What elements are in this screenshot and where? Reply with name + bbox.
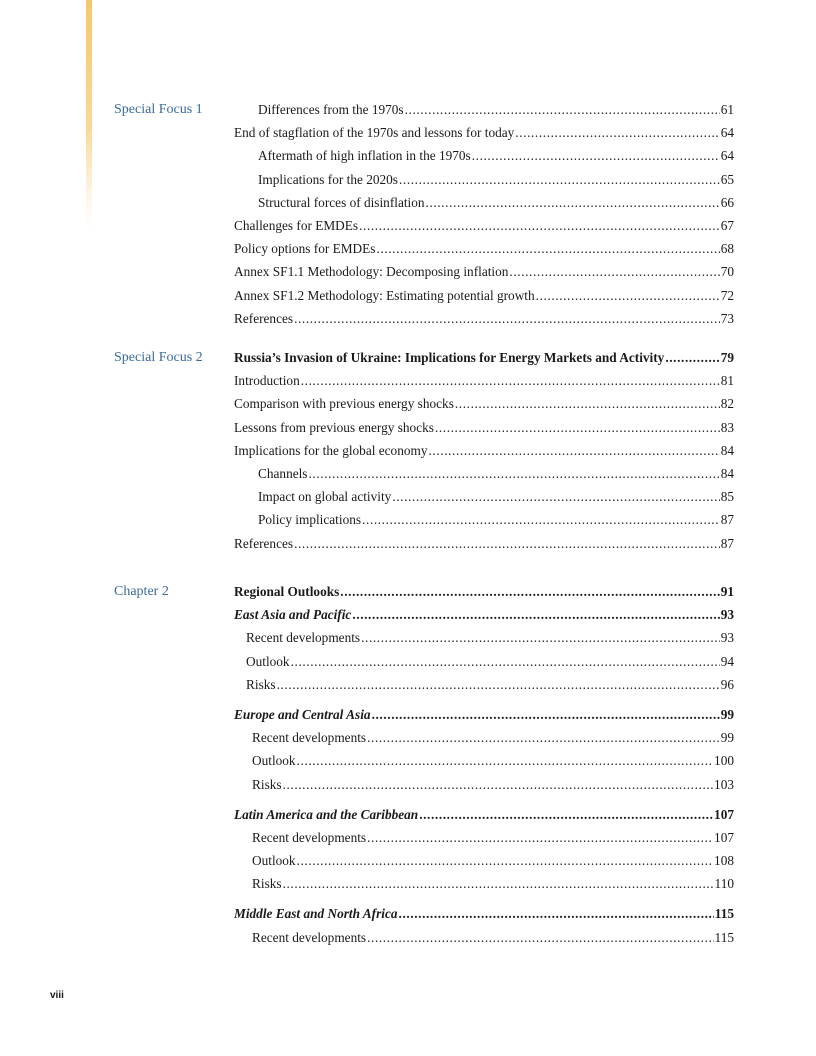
entry-page: 94 (720, 653, 734, 669)
toc-entry[interactable] (234, 628, 734, 651)
spacer (234, 698, 734, 705)
toc-entry[interactable] (234, 193, 734, 216)
leader-dots (277, 675, 720, 695)
entry-title: Middle East and North Africa (234, 906, 398, 922)
leader-dots (665, 348, 719, 368)
toc-entry-heading[interactable] (234, 348, 734, 371)
toc-entry[interactable] (234, 262, 734, 285)
leader-dots (429, 441, 720, 461)
leader-dots (352, 605, 719, 625)
leader-dots (472, 146, 720, 166)
entry-page: 83 (720, 419, 734, 435)
entry-page: 81 (720, 373, 734, 389)
entry-title: Structural forces of disinflation (258, 194, 425, 210)
entry-title: Outlook (246, 653, 290, 669)
entry-page: 115 (714, 906, 734, 922)
leader-dots (297, 751, 713, 771)
entry-title: Comparison with previous energy shocks (234, 396, 454, 412)
entry-title: End of stagflation of the 1970s and lessons for today (234, 125, 515, 141)
leader-dots (399, 904, 714, 924)
toc-entry[interactable] (234, 828, 734, 851)
entry-page: 115 (714, 929, 734, 945)
toc-entry[interactable] (234, 239, 734, 262)
entry-page: 61 (720, 102, 734, 117)
entry-page: 64 (720, 148, 734, 164)
entry-page: 99 (720, 706, 734, 722)
toc-entry[interactable] (234, 675, 734, 698)
entry-title: Recent developments (252, 829, 367, 845)
entry-page: 108 (714, 853, 734, 869)
entry-page: 73 (720, 310, 734, 326)
entry-page: 100 (714, 753, 734, 769)
leader-dots (367, 728, 720, 748)
entry-title: References (234, 535, 294, 551)
toc-entries (234, 348, 734, 557)
toc-entries (234, 100, 734, 332)
entry-page: 99 (720, 730, 734, 746)
leader-dots (405, 100, 720, 120)
entry-page: 93 (720, 607, 734, 623)
leader-dots (426, 193, 720, 213)
entry-page: 85 (720, 489, 734, 505)
leader-dots (283, 874, 714, 894)
toc-entry[interactable] (234, 441, 734, 464)
entry-title: Recent developments (252, 730, 367, 746)
entry-page: 65 (720, 171, 734, 187)
toc-entry[interactable] (234, 874, 734, 897)
entry-title: Risks (252, 776, 282, 792)
entry-page: 84 (720, 442, 734, 458)
toc-entry[interactable] (234, 286, 734, 309)
entry-title: Russia’s Invasion of Ukraine: Implications for Energy Markets and Activity (234, 350, 665, 365)
entry-title: Policy options for EMDEs (234, 241, 376, 257)
toc-entry[interactable] (234, 751, 734, 774)
section-label: Special Focus 1 (114, 102, 203, 117)
leader-dots (536, 286, 720, 306)
leader-dots (367, 828, 713, 848)
toc-entry[interactable] (234, 100, 734, 123)
entry-title: Annex SF1.1 Methodology: Decomposing inflation (234, 264, 509, 280)
entry-page: 68 (720, 241, 734, 257)
toc-entry-heading[interactable] (234, 582, 734, 605)
leader-dots (361, 628, 720, 648)
entry-page: 87 (720, 512, 734, 528)
entry-title: Introduction (234, 373, 300, 389)
leader-dots (399, 170, 720, 190)
leader-dots (515, 123, 719, 143)
entry-page: 91 (720, 584, 734, 599)
toc-entry[interactable] (234, 146, 734, 169)
entry-title: Channels (258, 465, 308, 481)
entry-title: Challenges for EMDEs (234, 217, 359, 233)
spacer (234, 897, 734, 904)
leader-dots (359, 216, 720, 236)
leader-dots (392, 487, 719, 507)
toc-entry-region[interactable] (234, 904, 734, 927)
entry-title: Outlook (252, 853, 296, 869)
toc-entry[interactable] (234, 487, 734, 510)
entry-title: Recent developments (246, 630, 361, 646)
toc-entry[interactable] (234, 928, 734, 951)
entry-page: 96 (720, 676, 734, 692)
leader-dots (340, 582, 719, 602)
leader-dots (301, 371, 720, 391)
leader-dots (291, 652, 720, 672)
toc-entry[interactable] (234, 775, 734, 798)
section-label: Special Focus 2 (114, 350, 203, 365)
leader-dots (367, 928, 713, 948)
leader-dots (294, 534, 720, 554)
entry-title: Recent developments (252, 929, 367, 945)
entry-page: 64 (720, 125, 734, 141)
toc-entry[interactable] (234, 464, 734, 487)
entry-title: Implications for the 2020s (258, 171, 398, 187)
section-label: Chapter 2 (114, 584, 169, 599)
entry-title: East Asia and Pacific (234, 607, 352, 623)
toc-entry[interactable] (234, 652, 734, 675)
entry-page: 107 (714, 806, 734, 822)
entry-title: Regional Outlooks (234, 584, 340, 599)
toc-entry[interactable] (234, 510, 734, 533)
entry-page: 67 (720, 217, 734, 233)
entry-page: 72 (720, 287, 734, 303)
leader-dots (435, 418, 720, 438)
entry-page: 110 (714, 876, 734, 892)
spacer (234, 798, 734, 805)
entry-title: Annex SF1.2 Methodology: Estimating potential growth (234, 287, 535, 303)
entry-title: Differences from the 1970s (258, 102, 404, 117)
leader-dots (309, 464, 720, 484)
leader-dots (419, 805, 713, 825)
toc-entries (234, 582, 734, 951)
page-number: viii (50, 990, 64, 1001)
entry-title: Policy implications (258, 512, 362, 528)
entry-title: Latin America and the Caribbean (234, 806, 419, 822)
entry-title: Risks (252, 876, 282, 892)
toc-entry-region[interactable] (234, 605, 734, 628)
leader-dots (376, 239, 719, 259)
toc-entry[interactable] (234, 851, 734, 874)
leader-dots (455, 394, 720, 414)
entry-page: 79 (720, 350, 734, 365)
entry-page: 93 (720, 630, 734, 646)
entry-page: 70 (720, 264, 734, 280)
entry-title: Lessons from previous energy shocks (234, 419, 434, 435)
toc-entry[interactable] (234, 534, 734, 557)
toc-entry[interactable] (234, 216, 734, 239)
entry-page: 87 (720, 535, 734, 551)
entry-page: 82 (720, 396, 734, 412)
toc-entry[interactable] (234, 170, 734, 193)
toc-entry-region[interactable] (234, 805, 734, 828)
entry-page: 107 (714, 829, 734, 845)
entry-title: Outlook (252, 753, 296, 769)
entry-page: 84 (720, 465, 734, 481)
toc-entry[interactable] (234, 394, 734, 417)
entry-title: Europe and Central Asia (234, 706, 371, 722)
toc-entry[interactable] (234, 728, 734, 751)
leader-dots (283, 775, 713, 795)
leader-dots (509, 262, 719, 282)
decorative-accent-bar (86, 0, 92, 230)
entry-page: 103 (714, 776, 734, 792)
entry-title: References (234, 310, 294, 326)
leader-dots (362, 510, 720, 530)
toc-entry[interactable] (234, 418, 734, 441)
leader-dots (372, 705, 720, 725)
toc-entry[interactable] (234, 123, 734, 146)
entry-title: Implications for the global economy (234, 442, 428, 458)
toc-entry[interactable] (234, 371, 734, 394)
entry-title: Impact on global activity (258, 489, 392, 505)
entry-title: Risks (246, 676, 276, 692)
entry-page: 66 (720, 194, 734, 210)
toc-entry[interactable] (234, 309, 734, 332)
leader-dots (294, 309, 720, 329)
leader-dots (297, 851, 713, 871)
entry-title: Aftermath of high inflation in the 1970s (258, 148, 471, 164)
toc-entry-region[interactable] (234, 705, 734, 728)
